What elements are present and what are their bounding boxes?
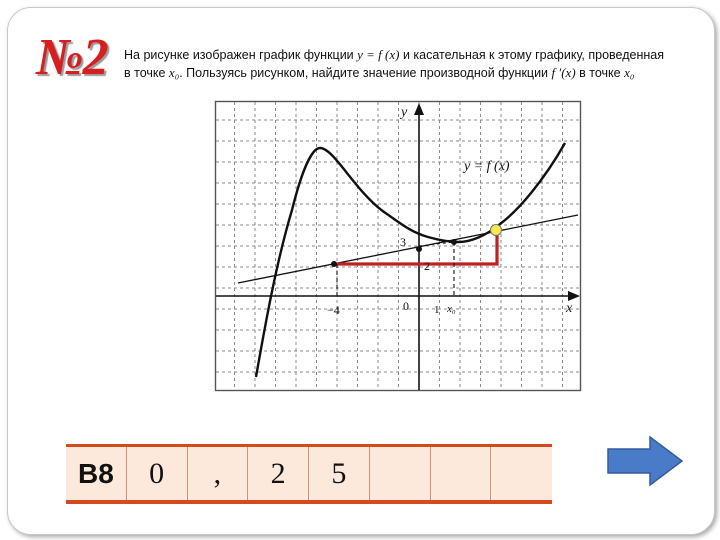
point-notation-end: x₀ <box>624 65 635 80</box>
y-axis-arrow-icon <box>414 103 424 115</box>
problem-statement <box>124 46 664 82</box>
answer-code: В8 <box>77 457 114 489</box>
y-axis-label: y <box>401 105 408 120</box>
statement-text-3: . Пользуясь рисунком, найдите значение производной функции <box>179 66 552 80</box>
statement-text-4: в точке <box>575 66 625 80</box>
point-notation: x₀ <box>168 65 180 80</box>
tick-1: 1 <box>434 304 440 316</box>
right-arrow-icon <box>608 437 682 485</box>
answer-cell[interactable]: 2 <box>248 447 309 500</box>
answer-code-cell <box>66 447 127 500</box>
answer-grid <box>66 444 552 504</box>
answer-cell[interactable]: 0 <box>127 447 188 500</box>
x-axis-arrow-icon <box>568 291 580 301</box>
function-curve <box>256 143 565 377</box>
tick-neg4: −4 <box>327 303 340 317</box>
next-slide-button[interactable] <box>606 434 686 488</box>
derivative-notation: f ′(x) <box>551 65 576 80</box>
curve-label: y = f (x) <box>464 159 510 174</box>
answer-cell[interactable] <box>370 447 431 500</box>
tick-0: 0 <box>403 299 409 313</box>
highlight-point-marker <box>491 225 502 236</box>
tick-2: 2 <box>424 259 430 273</box>
answer-cell[interactable] <box>431 447 492 500</box>
statement-text-1: На рисунке изображен график функции <box>124 48 358 62</box>
y-intercept-marker <box>416 246 422 252</box>
tick-3: 3 <box>400 235 406 249</box>
left-point-marker <box>331 261 337 267</box>
statement-text-2: и касательная к этому графику, проведенная в точке <box>124 48 665 80</box>
grid <box>216 102 580 390</box>
answer-cell[interactable]: , <box>188 447 249 500</box>
x-axis-label: x <box>566 301 573 316</box>
function-graph <box>214 100 582 392</box>
problem-number: №2 <box>36 29 108 86</box>
tick-x0: x₀ <box>447 303 456 315</box>
tangent-point-marker <box>451 239 457 245</box>
function-notation: y = f (x) <box>357 47 400 62</box>
answer-cell[interactable]: 5 <box>309 447 370 500</box>
answer-cell[interactable] <box>491 447 552 500</box>
